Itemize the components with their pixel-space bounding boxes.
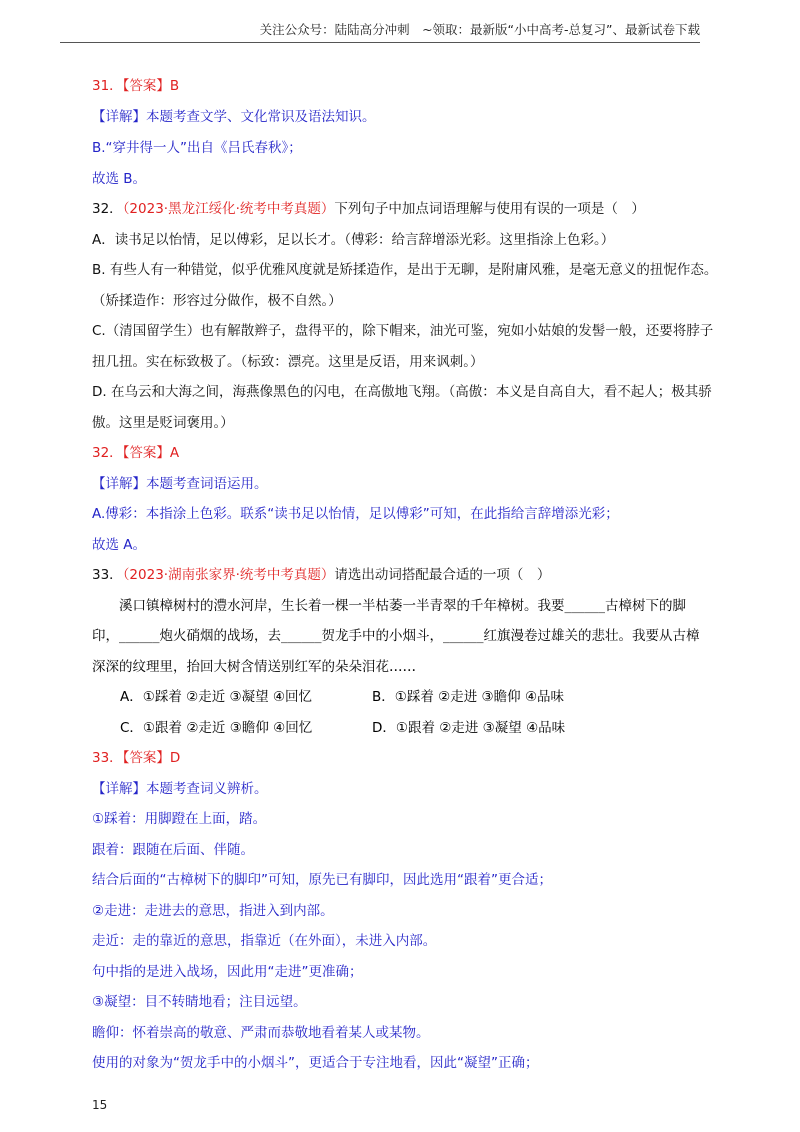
q31-answer: 31．【答案】B (92, 78, 180, 94)
q32-option-b-line2: （矫揉造作：形容过分做作，极不自然。） (92, 293, 342, 309)
q33-detail: 【详解】本题考查词义辨析。 (92, 781, 268, 797)
q32-option-d-line1: D. 在乌云和大海之间，海燕像黑色的闪电，在高傲地飞翔。（高傲：本义是自高自大，看不起人；极其骄 (92, 384, 712, 400)
q32-option-c-line2: 扭几扭。实在标致极了。（标致：漂亮。这里是反语，用来讽刺。） (92, 354, 484, 370)
q33-explanation-9: 使用的对象为“贺龙手中的小烟斗”，更适合于专注地看，因此“凝望”正确； (92, 1055, 539, 1071)
q31-explanation: B.“穿井得一人”出自《吕氏春秋》； (92, 140, 302, 156)
q33-explanation-6: 句中指的是进入战场，因此用“走进”更准确； (92, 964, 363, 980)
q32-answer: 32．【答案】A (92, 445, 180, 461)
q33-stem: 请选出动词搭配最合适的一项（ ） (334, 567, 551, 583)
q33-explanation-7: ③凝望：目不转睛地看；注目远望。 (92, 994, 307, 1010)
q32-detail: 【详解】本题考查词语运用。 (92, 476, 268, 492)
q33-question (92, 565, 732, 585)
q33-passage-line1: 溪口镇樟树村的澧水河岸，生长着一棵一半枯萎一半青翠的千年樟树。我要______古樟树下的脚 (92, 598, 686, 614)
q33-number: 33． (92, 567, 123, 583)
q33-passage-line2: 印，______炮火硝烟的战场，去______贺龙手中的小烟斗，______红旗漫卷过雄关的悲壮。我要从古樟 (92, 628, 700, 644)
q32-option-c-line1: C.（清国留学生）也有解散辫子，盘得平的，除下帽来，油光可鉴，宛如小姑娘的发髻一般，还要将脖子 (92, 323, 714, 339)
page-header: 关注公众号：陆陆高分冲刺 ~领取：最新版“小中高考-总复习”、最新试卷下载 (60, 20, 700, 43)
q33-answer: 33．【答案】D (92, 750, 181, 766)
q33-explanation-4: ②走进：走进去的意思，指进入到内部。 (92, 903, 334, 919)
q32-option-b-line1: B. 有些人有一种错觉，似乎优雅风度就是矫揉造作，是出于无聊，是附庸风雅，是毫无意义的扭怩作态。 (92, 262, 718, 278)
q32-source: （2023·黑龙江绥化·统考中考真题） (122, 201, 335, 217)
q32-option-a: A．读书足以怡情，足以傅彩，足以长才。（傅彩：给言辞增添光彩。这里指涂上色彩。） (92, 232, 615, 248)
q32-option-d-line2: 傲。这里是贬词褒用。） (92, 415, 234, 431)
q31-detail: 【详解】本题考查文学、文化常识及语法知识。 (92, 109, 376, 125)
q33-passage-line3: 深深的纹理里，抬回大树含情送别红军的朵朵泪花…… (92, 659, 416, 675)
q32-number: 32． (92, 201, 123, 217)
q33-explanation-3: 结合后面的“古樟树下的脚印”可知，原先已有脚印，因此选用“跟着”更合适； (92, 872, 552, 888)
q32-stem: 下列句子中加点词语理解与使用有误的一项是（ ） (334, 201, 645, 217)
q33-explanation-2: 跟着：跟随在后面、伴随。 (92, 842, 254, 858)
q33-source: （2023·湖南张家界·统考中考真题） (122, 567, 335, 583)
q33-option-b: B．①踩着 ②走进 ③瞻仰 ④品味 (372, 689, 565, 705)
q33-explanation-1: ①踩着：用脚蹬在上面，踏。 (92, 811, 267, 827)
page-number: 15 (92, 1098, 108, 1112)
q32-question (92, 199, 732, 219)
q33-option-c: C．①跟着 ②走近 ③瞻仰 ④回忆 (120, 720, 313, 736)
q33-option-a: A．①踩着 ②走近 ③凝望 ④回忆 (120, 689, 313, 705)
q31-conclusion: 故选 B。 (92, 171, 147, 187)
q33-option-d: D．①跟着 ②走进 ③凝望 ④品味 (372, 720, 566, 736)
q32-explanation: A.傅彩：本指涂上色彩。联系“读书足以怡情，足以傅彩”可知，在此指给言辞增添光彩； (92, 506, 619, 522)
q32-conclusion: 故选 A。 (92, 537, 147, 553)
q33-explanation-5: 走近：走的靠近的意思，指靠近（在外面），未进入内部。 (92, 933, 437, 949)
q33-explanation-8: 瞻仰：怀着崇高的敬意、严肃而恭敬地看着某人或某物。 (92, 1025, 430, 1041)
